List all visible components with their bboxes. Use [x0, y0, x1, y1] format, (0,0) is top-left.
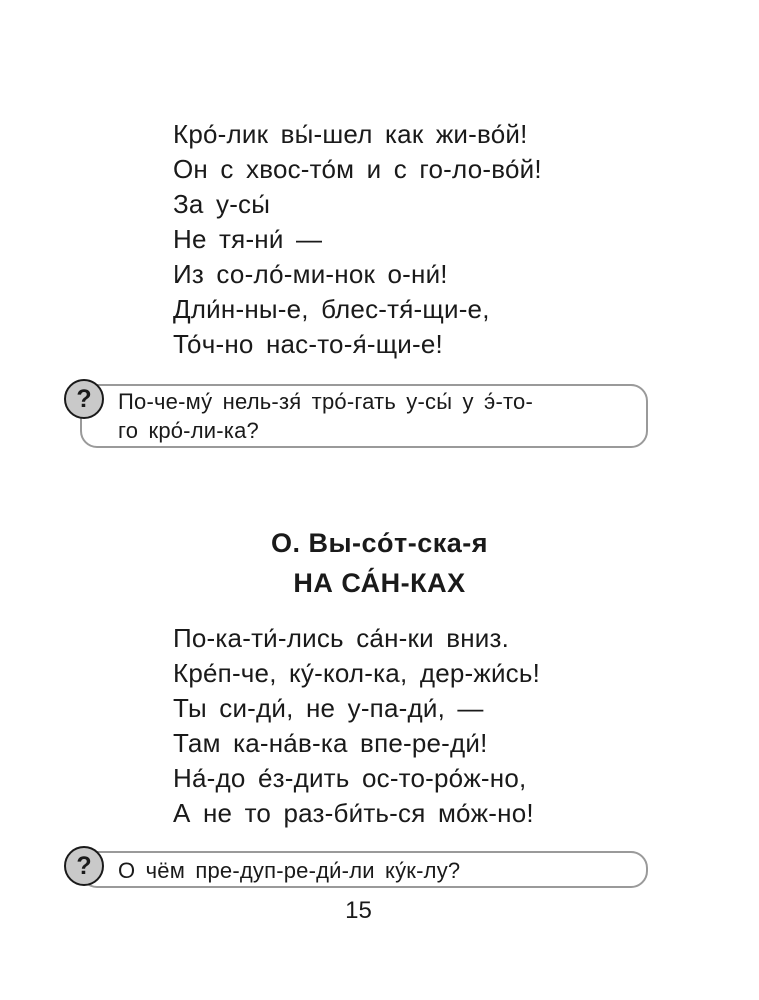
poem-line: Кро́-лик вы́-шел как жи-во́й! [173, 119, 528, 149]
poem-sled [173, 621, 540, 831]
poem-rabbit [173, 117, 542, 362]
poem-line: За у-сы́ [173, 189, 271, 219]
question-mark-icon: ? [64, 379, 104, 419]
question-mark-icon: ? [64, 846, 104, 886]
poem-line: Кре́п-че, ку́-кол-ка, дер-жи́сь! [173, 658, 541, 688]
poem-line: Там ка-на́в-ка впе-ре-ди́! [173, 728, 488, 758]
question-line: го кро́-ли-ка? [118, 418, 259, 443]
poem-line: Ты си-ди́, не у-па-ди́, — [173, 693, 484, 723]
poem-line: Дли́н-ны-е, блес-тя́-щи-е, [173, 294, 490, 324]
poem-author: О. Вы-со́т-ска-я [270, 528, 489, 558]
poem-line: По-ка-ти́-лись са́н-ки вниз. [173, 623, 510, 653]
poem-line: Из со-ло́-ми-нок о-ни́! [173, 259, 448, 289]
question-box [80, 384, 648, 448]
question-line: По-че-му́ нель-зя́ тро́-гать у-сы́ у э́-то- [118, 389, 533, 414]
poem-title: НА СА́Н-КАХ [293, 568, 466, 598]
poem-line: То́ч-но нас-то-я́-щи-е! [173, 329, 443, 359]
poem-line: На́-до е́з-дить ос-то-ро́ж-но, [173, 763, 527, 793]
page-number: 15 [345, 897, 372, 924]
poem-line: А не то раз-би́ть-ся мо́ж-но! [173, 798, 534, 828]
question-text [118, 856, 634, 885]
poem-line: Не тя-ни́ — [173, 224, 323, 254]
poem-line: Он с хвос-то́м и с го-ло-во́й! [173, 154, 542, 184]
question-text [118, 387, 634, 445]
question-box [80, 851, 648, 888]
question-line: О чём пре-дуп-ре-ди́-ли ку́к-лу? [118, 858, 461, 883]
